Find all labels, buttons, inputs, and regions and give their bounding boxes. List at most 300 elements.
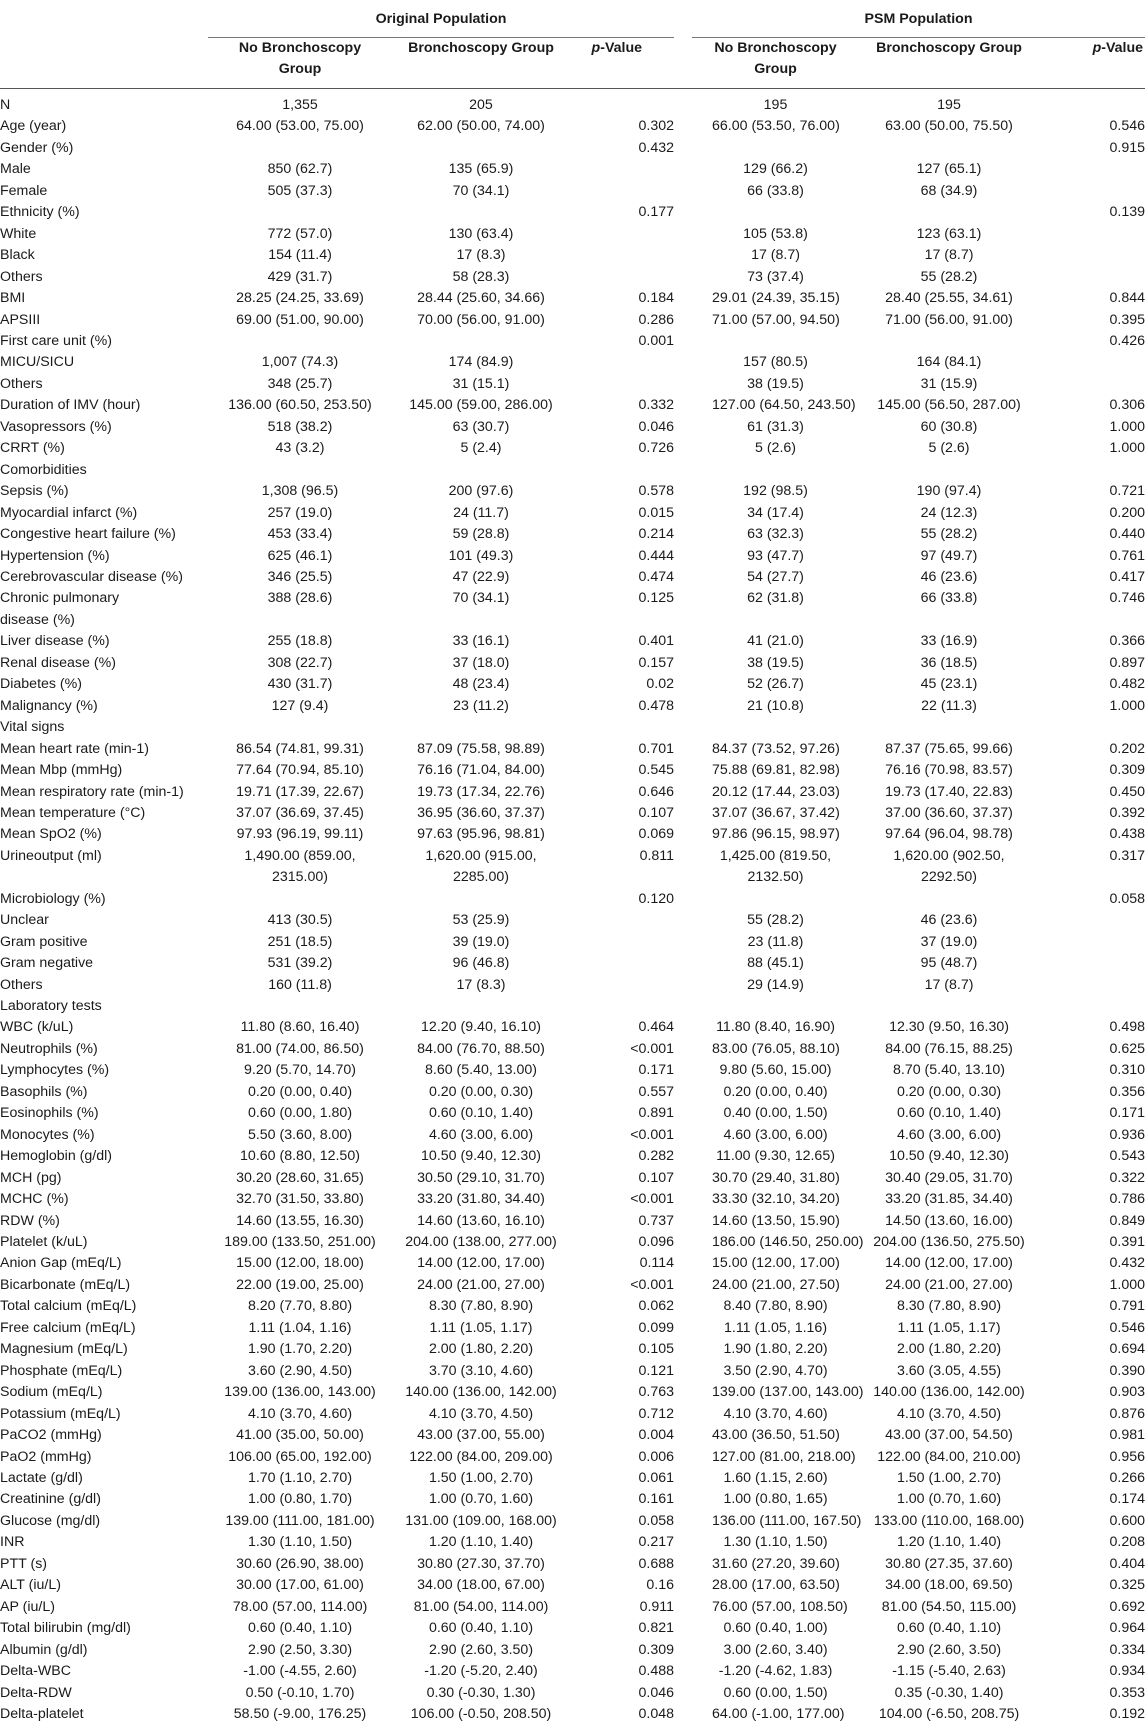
cell-psm-no-bronch [674, 1532, 839, 1553]
cell-value: 83.00 (76.05, 88.10) [712, 1040, 840, 1057]
cell-orig-bronch [392, 417, 570, 438]
cell-value: 200 (97.6) [448, 483, 514, 500]
cell-value: 4.60 (3.00, 6.00) [723, 1126, 828, 1143]
cell-orig-no-bronch [208, 717, 392, 738]
table-row [0, 245, 1145, 266]
cell-orig-no-bronch [208, 1232, 392, 1253]
cell-orig-pvalue [570, 460, 674, 481]
cell-value: 76.00 (57.00, 108.50) [712, 1598, 848, 1615]
cell-value: 0.934 [1109, 1663, 1145, 1680]
cell-orig-bronch [392, 138, 570, 159]
cell-value: 0.105 [638, 1341, 675, 1358]
cell-orig-pvalue [570, 1447, 674, 1468]
cell-value: 97 (49.7) [920, 547, 978, 564]
cell-value: 195 [937, 97, 961, 113]
table-row [0, 1017, 1145, 1038]
cell-psm-pvalue [1029, 953, 1145, 974]
cell-psm-bronch [839, 996, 1029, 1017]
col-header-orig-bronch: Bronchoscopy Group [408, 40, 554, 56]
cell-value: 96 (46.8) [452, 955, 510, 972]
cell-orig-no-bronch [208, 1189, 392, 1210]
cell-value: 429 (31.7) [267, 268, 333, 285]
cell-value: 12.30 (9.50, 16.30) [889, 1019, 1009, 1036]
cell-orig-bronch [392, 1468, 570, 1489]
row-label-text: AP (iu/L) [0, 1598, 55, 1615]
cell-psm-no-bronch [674, 889, 839, 910]
cell-psm-pvalue [1029, 267, 1145, 288]
cell-value: 1.30 (1.10, 1.50) [723, 1534, 828, 1551]
row-label [0, 417, 208, 438]
row-label-text: Free calcium (mEq/L) [0, 1319, 136, 1336]
cell-psm-bronch [839, 1511, 1029, 1532]
cell-orig-bronch [392, 438, 570, 459]
cell-psm-pvalue [1029, 824, 1145, 845]
cell-value: 127 (65.1) [916, 161, 982, 178]
cell-value: 0.200 [1109, 504, 1145, 521]
cell-orig-bronch [392, 310, 570, 331]
cell-value: 0.903 [1109, 1384, 1145, 1401]
cell-value: 2.90 (2.60, 3.50) [428, 1641, 534, 1658]
table-row [0, 1232, 1145, 1253]
cell-orig-no-bronch [208, 824, 392, 845]
cell-psm-bronch [839, 245, 1029, 266]
cell-value: 30.00 (17.00, 61.00) [236, 1577, 364, 1594]
cell-psm-bronch [839, 1189, 1029, 1210]
cell-value: 0.107 [638, 804, 675, 821]
cell-psm-bronch [839, 1296, 1029, 1317]
row-label-text: Total bilirubin (mg/dl) [0, 1620, 131, 1637]
cell-orig-bronch [392, 1361, 570, 1382]
cell-value: 0.356 [1109, 1083, 1145, 1100]
row-label-text: Female [0, 182, 48, 199]
cell-value: 0.60 (0.40, 1.10) [247, 1620, 353, 1637]
cell-value: 52 (26.7) [747, 676, 804, 693]
cell-value: 5 (2.6) [928, 440, 970, 457]
cell-orig-no-bronch [208, 481, 392, 502]
cell-value: 28.40 (25.55, 34.61) [885, 290, 1013, 307]
row-label [0, 460, 208, 481]
table-row [0, 1532, 1145, 1553]
cell-value: 0.004 [638, 1427, 675, 1444]
table-row [0, 1640, 1145, 1661]
cell-psm-bronch [839, 1339, 1029, 1360]
cell-orig-no-bronch [208, 760, 392, 781]
cell-value: 0.60 (0.10, 1.40) [896, 1105, 1002, 1122]
cell-value: 41.00 (35.00, 50.00) [236, 1427, 364, 1444]
table-body [0, 89, 1145, 1726]
row-label-text: Chronic pulmonary [0, 590, 120, 607]
cell-psm-pvalue [1029, 760, 1145, 781]
cell-value: 17 (8.7) [751, 247, 800, 264]
cell-value: 62.00 (50.00, 74.00) [417, 118, 545, 135]
cell-orig-no-bronch [208, 782, 392, 803]
cell-value: 0.02 [646, 676, 675, 693]
cell-value: 0.911 [639, 1598, 675, 1615]
cell-psm-pvalue [1029, 417, 1145, 438]
row-label-text: Others [0, 268, 43, 285]
row-label [0, 1039, 208, 1060]
cell-value: 106.00 (65.00, 192.00) [228, 1448, 372, 1465]
cell-value: 0.625 [1109, 1040, 1145, 1057]
cell-psm-pvalue [1029, 1404, 1145, 1425]
cell-orig-no-bronch [208, 1017, 392, 1038]
cell-psm-bronch [839, 1275, 1029, 1296]
cell-value: 348 (25.7) [267, 375, 333, 392]
cell-value: 140.00 (136.00, 142.00) [405, 1384, 557, 1401]
cell-value: 140.00 (136.00, 142.00) [873, 1384, 1025, 1401]
cell-value: 0.915 [1109, 139, 1145, 156]
cell-orig-no-bronch [208, 739, 392, 760]
table-row [0, 889, 1145, 910]
cell-value: 38 (19.5) [747, 375, 804, 392]
cell-value: 0.646 [638, 783, 675, 800]
cell-psm-no-bronch [674, 1146, 839, 1167]
cell-value: 0.046 [638, 418, 675, 435]
cell-psm-bronch [839, 717, 1029, 738]
cell-psm-pvalue [1029, 288, 1145, 309]
cell-orig-no-bronch [208, 1683, 392, 1704]
cell-value: 45 (23.1) [920, 676, 978, 693]
cell-orig-pvalue [570, 782, 674, 803]
cell-orig-bronch [392, 1575, 570, 1596]
cell-value: 0.322 [1109, 1169, 1145, 1186]
p-rest: -Value [600, 40, 643, 56]
cell-psm-pvalue [1029, 395, 1145, 416]
cell-value: 70.00 (56.00, 91.00) [417, 311, 545, 328]
row-label [0, 1425, 208, 1446]
table-row [0, 588, 1145, 631]
cell-value: 33 (16.9) [920, 633, 978, 650]
table-row [0, 760, 1145, 781]
cell-orig-bronch [392, 932, 570, 953]
row-label-text: Urineoutput (ml) [0, 847, 102, 864]
cell-psm-no-bronch [674, 910, 839, 931]
cell-psm-pvalue [1029, 116, 1145, 137]
cell-value: 84.37 (73.52, 97.26) [712, 740, 840, 757]
cell-orig-no-bronch [208, 975, 392, 996]
table-row [0, 352, 1145, 373]
table-row [0, 1447, 1145, 1468]
cell-orig-no-bronch [208, 1404, 392, 1425]
group-header-original [208, 0, 674, 38]
cell-psm-bronch [839, 374, 1029, 395]
cell-orig-no-bronch [208, 889, 392, 910]
row-label [0, 288, 208, 309]
p-italic: p [1092, 40, 1102, 56]
cell-value: 15.00 (12.00, 18.00) [236, 1255, 364, 1272]
cell-value: 0.061 [638, 1470, 675, 1486]
row-label [0, 1168, 208, 1189]
cell-psm-no-bronch [674, 1704, 845, 1725]
cell-psm-no-bronch [674, 460, 839, 481]
table-row [0, 460, 1145, 481]
cell-orig-bronch [392, 1618, 570, 1639]
cell-psm-pvalue [1029, 1168, 1145, 1189]
cell-psm-bronch [839, 782, 1029, 803]
cell-value: 23 (11.2) [453, 697, 509, 714]
cell-value: 133.00 (110.00, 168.00) [873, 1512, 1025, 1529]
cell-value: 0.015 [638, 504, 675, 521]
cell-value: 0.332 [638, 397, 675, 414]
cell-value: 127 (9.4) [271, 697, 329, 714]
cell-value: 0.543 [1109, 1148, 1145, 1165]
cell-value: 8.40 (7.80, 8.90) [723, 1298, 828, 1315]
cell-value: 0.114 [639, 1255, 675, 1272]
cell-value: 75.88 (69.81, 82.98) [712, 762, 840, 779]
row-label-text: Lymphocytes (%) [0, 1062, 110, 1079]
row-label [0, 1060, 208, 1081]
row-label-text: Delta-RDW [0, 1684, 72, 1701]
cell-psm-bronch [839, 739, 1029, 760]
cell-value: 1.11 (1.04, 1.16) [248, 1319, 352, 1336]
cell-psm-no-bronch [674, 782, 839, 803]
row-label-text: CRRT (%) [0, 440, 65, 457]
cell-value: 192 (98.5) [743, 483, 808, 500]
cell-value: 136.00 (60.50, 253.50) [228, 397, 372, 414]
cell-value: 70 (34.1) [452, 590, 510, 607]
cell-value: 15.00 (12.00, 17.00) [712, 1255, 840, 1272]
cell-value: 29.01 (24.39, 35.15) [712, 290, 840, 307]
cell-orig-bronch [392, 352, 570, 373]
table-row [0, 717, 1145, 738]
cell-value: 14.00 (12.00, 17.00) [417, 1255, 545, 1272]
cell-orig-pvalue [570, 674, 674, 695]
cell-orig-bronch [392, 717, 570, 738]
cell-psm-no-bronch [674, 181, 839, 202]
row-label-text: Gram positive [0, 933, 88, 950]
cell-value: 61 (31.3) [747, 418, 804, 435]
cell-orig-bronch [392, 1082, 570, 1103]
cell-orig-pvalue [570, 1425, 674, 1446]
cell-orig-no-bronch [208, 224, 392, 245]
table-row [0, 267, 1145, 288]
cell-orig-bronch [392, 503, 570, 524]
row-label [0, 331, 208, 352]
cell-value: 0.214 [638, 526, 675, 543]
table-row [0, 1146, 1145, 1167]
cell-orig-pvalue [570, 932, 674, 953]
cell-value: 1.00 (0.80, 1.65) [723, 1491, 828, 1508]
cell-orig-no-bronch [208, 181, 392, 202]
cell-orig-bronch [392, 245, 570, 266]
cell-value: 10.60 (8.80, 12.50) [240, 1148, 360, 1165]
cell-value-line2: 2285.00) [452, 869, 509, 886]
cell-psm-pvalue [1029, 245, 1145, 266]
row-label [0, 1468, 208, 1489]
cell-value: 30.40 (29.05, 31.70) [885, 1169, 1013, 1186]
row-label-text: Renal disease (%) [0, 654, 116, 671]
cell-orig-no-bronch [208, 953, 392, 974]
cell-psm-pvalue [1029, 138, 1145, 159]
cell-value: 257 (19.0) [267, 504, 333, 521]
cell-psm-no-bronch [674, 846, 839, 889]
table-row [0, 932, 1145, 953]
row-label-text: MICU/SICU [0, 354, 75, 371]
cell-value: 62 (31.8) [747, 590, 804, 607]
cell-value: <0.001 [630, 1191, 675, 1208]
cell-value: 0.391 [1109, 1234, 1145, 1251]
cell-value: 1.11 (1.05, 1.16) [723, 1319, 828, 1336]
row-label-text: PTT (s) [0, 1555, 48, 1572]
cell-value: 43.00 (36.50, 51.50) [712, 1427, 840, 1444]
cell-psm-pvalue [1029, 1640, 1145, 1661]
cell-value: 31 (15.9) [920, 375, 978, 392]
cell-value: 154 (11.4) [268, 247, 332, 264]
cell-orig-bronch [392, 803, 570, 824]
cell-value: 0.692 [1109, 1598, 1145, 1615]
cell-orig-pvalue [570, 310, 674, 331]
cell-psm-bronch [839, 1232, 1029, 1253]
row-label-text: Magnesium (mEq/L) [0, 1341, 128, 1358]
cell-orig-pvalue [570, 417, 674, 438]
cell-orig-pvalue [570, 1275, 674, 1296]
cell-orig-pvalue [570, 546, 674, 567]
cell-orig-pvalue [570, 352, 674, 373]
cell-orig-no-bronch [208, 202, 392, 223]
cell-value: 55 (28.2) [920, 526, 978, 543]
cell-value: 14.60 (13.50, 15.90) [712, 1212, 840, 1229]
cell-orig-pvalue [570, 1575, 674, 1596]
cell-orig-pvalue [570, 1103, 674, 1124]
cell-value: 59 (28.8) [452, 526, 510, 543]
p-rest: -Value [1101, 40, 1144, 56]
cell-value: 0.40 (0.00, 1.50) [723, 1105, 828, 1122]
table-row [0, 1125, 1145, 1146]
cell-value: 505 (37.3) [267, 182, 333, 199]
cell-orig-pvalue [570, 803, 674, 824]
cell-value: 24.00 (21.00, 27.50) [712, 1276, 840, 1293]
cell-psm-bronch [839, 159, 1029, 180]
cell-value: 28.44 (25.60, 34.66) [417, 290, 545, 307]
cell-value: 204.00 (136.50, 275.50) [873, 1234, 1025, 1251]
cell-value: 0.16 [646, 1577, 675, 1594]
cell-value: 0.876 [1109, 1405, 1145, 1422]
cell-value: 0.266 [1109, 1470, 1145, 1486]
cell-orig-bronch [392, 546, 570, 567]
cell-value: 28.25 (24.25, 33.69) [236, 290, 364, 307]
cell-value: 531 (39.2) [267, 955, 333, 972]
cell-orig-bronch [392, 267, 570, 288]
row-label-text: Delta-platelet [0, 1705, 84, 1722]
cell-value: 63 (30.7) [452, 418, 510, 435]
cell-psm-no-bronch [674, 1554, 839, 1575]
cell-orig-pvalue [570, 824, 674, 845]
cell-value: 41 (21.0) [747, 633, 804, 650]
table-row [0, 1683, 1145, 1704]
cell-value: 204.00 (138.00, 277.00) [405, 1234, 557, 1251]
cell-psm-bronch [839, 181, 1029, 202]
cell-psm-bronch [839, 202, 1029, 223]
cell-value: 0.432 [1109, 1255, 1145, 1272]
cell-value: 0.334 [1109, 1641, 1145, 1658]
cell-psm-no-bronch [674, 1103, 839, 1124]
cell-orig-pvalue [570, 1039, 674, 1060]
cell-orig-pvalue [570, 975, 674, 996]
cell-value: 58.50 (-9.00, 176.25) [233, 1705, 367, 1722]
table-row [0, 653, 1145, 674]
cell-value: 308 (22.7) [267, 654, 333, 671]
row-label [0, 352, 208, 373]
cell-psm-no-bronch [674, 1447, 856, 1468]
cell-orig-pvalue [570, 288, 674, 309]
row-label-text: Gender (%) [0, 139, 74, 156]
cell-psm-pvalue [1029, 631, 1145, 652]
row-label-text: INR [0, 1534, 25, 1551]
cell-orig-pvalue [570, 567, 674, 588]
cell-psm-no-bronch [674, 1318, 839, 1339]
cell-psm-no-bronch [674, 1404, 839, 1425]
cell-psm-no-bronch [674, 631, 839, 652]
row-label-text: Congestive heart failure (%) [0, 526, 176, 543]
cell-value: 14.00 (12.00, 17.00) [885, 1255, 1013, 1272]
cell-value: 164 (84.1) [916, 354, 982, 371]
cell-value: 2.00 (1.80, 2.20) [428, 1341, 534, 1358]
cell-value: 32.70 (31.50, 33.80) [236, 1191, 364, 1208]
cell-psm-pvalue [1029, 696, 1145, 717]
cell-value: 68 (34.9) [920, 182, 978, 199]
cell-value: 136.00 (111.00, 167.50) [712, 1512, 862, 1529]
table-row [0, 503, 1145, 524]
cell-psm-bronch [839, 267, 1029, 288]
cell-psm-pvalue [1029, 460, 1145, 481]
row-label [0, 1232, 208, 1253]
cell-value: 87.09 (75.58, 98.89) [417, 740, 545, 757]
cell-value: 0.107 [638, 1169, 675, 1186]
cell-value: 0.474 [638, 568, 675, 585]
cell-orig-bronch [392, 1382, 570, 1403]
cell-value: 0.701 [638, 740, 675, 757]
cell-orig-bronch [392, 1103, 570, 1124]
cell-orig-bronch [392, 588, 570, 631]
cell-psm-pvalue [1029, 674, 1145, 695]
cell-value: 33.20 (31.85, 34.40) [885, 1191, 1013, 1208]
cell-value: 66 (33.8) [747, 182, 804, 199]
table-row [0, 116, 1145, 137]
cell-psm-pvalue [1029, 1039, 1145, 1060]
cell-psm-no-bronch [674, 159, 839, 180]
cell-orig-pvalue [570, 331, 674, 352]
cell-orig-pvalue [570, 374, 674, 395]
cell-psm-pvalue [1029, 524, 1145, 545]
table-row [0, 1168, 1145, 1189]
row-label [0, 310, 208, 331]
cell-psm-bronch [839, 503, 1029, 524]
cell-psm-pvalue [1029, 1232, 1145, 1253]
cell-psm-bronch [839, 953, 1029, 974]
table-row [0, 224, 1145, 245]
row-label-text: MCH (pg) [0, 1169, 62, 1186]
cell-value: 195 [763, 97, 788, 113]
cell-value: 48 (23.4) [452, 676, 510, 693]
row-label-text: Vasopressors (%) [0, 418, 112, 435]
cell-orig-bronch [392, 1404, 570, 1425]
cell-psm-pvalue [1029, 1532, 1145, 1553]
cell-psm-no-bronch [674, 374, 839, 395]
cell-value: 0.20 (0.00, 0.30) [896, 1083, 1002, 1100]
row-label-text: Liver disease (%) [0, 633, 110, 650]
cell-value: 19.71 (17.39, 22.67) [236, 783, 364, 800]
cell-orig-no-bronch [208, 1575, 392, 1596]
cell-psm-pvalue [1029, 481, 1145, 502]
cell-psm-pvalue [1029, 1704, 1145, 1725]
cell-orig-bronch [392, 1168, 570, 1189]
cell-value: <0.001 [630, 1040, 675, 1057]
cell-value: 14.60 (13.60, 16.10) [417, 1212, 545, 1229]
cell-value: 0.578 [638, 483, 675, 500]
col-header-psm-bronch: Bronchoscopy Group [876, 40, 1022, 56]
cell-orig-pvalue [570, 953, 674, 974]
cell-orig-bronch [392, 1146, 570, 1167]
